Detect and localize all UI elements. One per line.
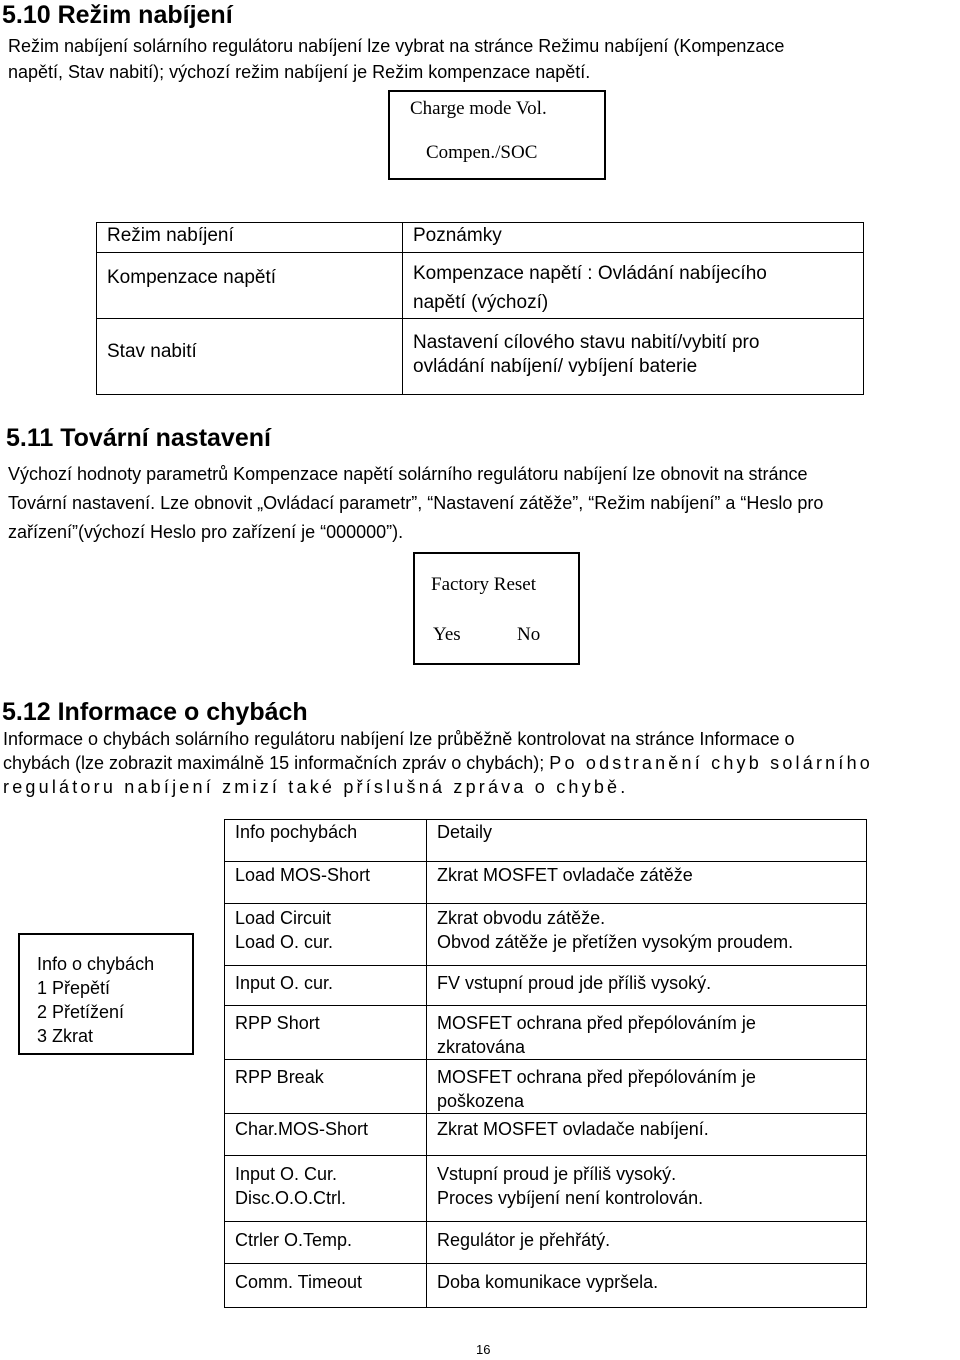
screen-line: 1 Přepětí: [37, 978, 111, 998]
table-header-cell: Detaily: [427, 820, 867, 862]
error-name: Input O. cur.: [235, 973, 334, 993]
error-detail: Zkrat MOSFET ovladače nabíjení.: [437, 1119, 709, 1139]
error-name: Load Circuit: [235, 908, 332, 928]
table-header-cell: Info pochybách: [225, 820, 427, 862]
text-line: Informace o chybách solárního regulátoru nabíjení lze průběžně kontrolovat na stránce Informace o: [3, 729, 795, 749]
table-cell: [403, 253, 864, 319]
error-detail: Zkrat MOSFET ovladače zátěže: [437, 865, 693, 885]
error-detail: zkratována: [437, 1037, 526, 1057]
table-row: [97, 253, 864, 319]
screen-title: Factory Reset: [431, 574, 537, 595]
page-number: 16: [476, 1342, 491, 1357]
table-row: [97, 319, 864, 395]
table-header-cell: Poznámky: [403, 223, 864, 253]
text-line: napětí, Stav nabití); výchozí režim nabíjení je Režim kompenzace napětí.: [8, 62, 591, 82]
table-row: [225, 1264, 867, 1308]
cell-line: Kompenzace napětí : Ovládání nabíjecího: [413, 263, 767, 284]
table-row: [225, 1006, 867, 1060]
section-5-12-text: [3, 727, 873, 799]
cell-line: Nastavení cílového stavu nabití/vybití pro: [413, 332, 760, 353]
error-detail: MOSFET ochrana před přepólováním je: [437, 1067, 756, 1087]
error-detail: Vstupní proud je příliš vysoký.: [437, 1164, 677, 1184]
table-row: [225, 904, 867, 966]
charge-mode-screen: [388, 90, 606, 180]
screen-line: Compen./SOC: [426, 142, 538, 163]
error-detail: poškozena: [437, 1091, 525, 1111]
error-detail: Proces vybíjení není kontrolován.: [437, 1188, 704, 1208]
error-name: Char.MOS-Short: [235, 1119, 369, 1139]
error-detail: MOSFET ochrana před přepólováním je: [437, 1013, 756, 1033]
table-header-cell: Režim nabíjení: [97, 223, 403, 253]
text-line: zařízení”(výchozí Heslo pro zařízení je “000000”).: [8, 522, 404, 542]
no-option[interactable]: No: [517, 624, 541, 645]
screen-line: Charge mode Vol.: [410, 98, 547, 119]
yes-option[interactable]: Yes: [433, 624, 461, 645]
error-name: Input O. Cur.: [235, 1164, 338, 1184]
screen-line: 3 Zkrat: [37, 1026, 94, 1046]
error-name: Disc.O.O.Ctrl.: [235, 1188, 346, 1208]
error-info-screen: [18, 933, 194, 1055]
screen-line: Info o chybách: [37, 954, 155, 974]
error-detail: Regulátor je přehřátý.: [437, 1230, 611, 1250]
section-heading-5-10: 5.10 Režim nabíjení: [2, 1, 233, 29]
screen-line: 2 Přetížení: [37, 1002, 125, 1022]
text-line: regulátoru nabíjení zmizí také příslušná zpráva o chybě.: [3, 777, 629, 797]
section-heading-5-11: 5.11 Tovární nastavení: [6, 424, 271, 452]
section-heading-5-12: 5.12 Informace o chybách: [2, 698, 308, 726]
table-row: [225, 966, 867, 1006]
error-name: RPP Short: [235, 1013, 320, 1033]
cell-line: ovládání nabíjení/ vybíjení baterie: [413, 356, 698, 377]
error-name: Load MOS-Short: [235, 865, 371, 885]
error-detail: Doba komunikace vypršela.: [437, 1272, 659, 1292]
table-row: [225, 1156, 867, 1222]
text-line: Režim nabíjení solárního regulátoru nabíjení lze vybrat na stránce Režimu nabíjení (Kompenzace: [8, 36, 785, 56]
table-row: [225, 862, 867, 904]
table-row: [225, 1060, 867, 1114]
error-detail: Zkrat obvodu zátěže.: [437, 908, 606, 928]
table-cell: Kompenzace napětí: [97, 253, 403, 319]
factory-reset-screen: [413, 552, 580, 665]
error-info-table: [224, 819, 867, 1308]
error-name: Ctrler O.Temp.: [235, 1230, 353, 1250]
text-spaced: Po odstranění chyb solárního: [549, 753, 873, 773]
text-line: chybách (lze zobrazit maximálně 15 informačních zpráv o chybách); Po odstranění chyb solárního: [3, 753, 873, 773]
text-line: Výchozí hodnoty parametrů Kompenzace napětí solárního regulátoru nabíjení lze obnovit na stránce: [8, 464, 808, 484]
table-row: [225, 1114, 867, 1156]
text-line: Tovární nastavení. Lze obnovit „Ovládací parametr”, “Nastavení zátěže”, “Režim nabíjení” a “Heslo pro: [8, 493, 824, 513]
error-name: Comm. Timeout: [235, 1272, 363, 1292]
cell-line: napětí (výchozí): [413, 292, 549, 313]
error-detail: FV vstupní proud jde příliš vysoký.: [437, 973, 712, 993]
section-5-10-text: [8, 33, 784, 85]
table-cell: [403, 319, 864, 395]
charge-mode-table: [96, 222, 864, 395]
section-5-11-text: [8, 460, 823, 547]
table-cell: Stav nabití: [97, 319, 403, 395]
error-name: Load O. cur.: [235, 932, 334, 952]
error-name: RPP Break: [235, 1067, 324, 1087]
error-detail: Obvod zátěže je přetížen vysokým proudem.: [437, 932, 794, 952]
table-row: [225, 1222, 867, 1264]
